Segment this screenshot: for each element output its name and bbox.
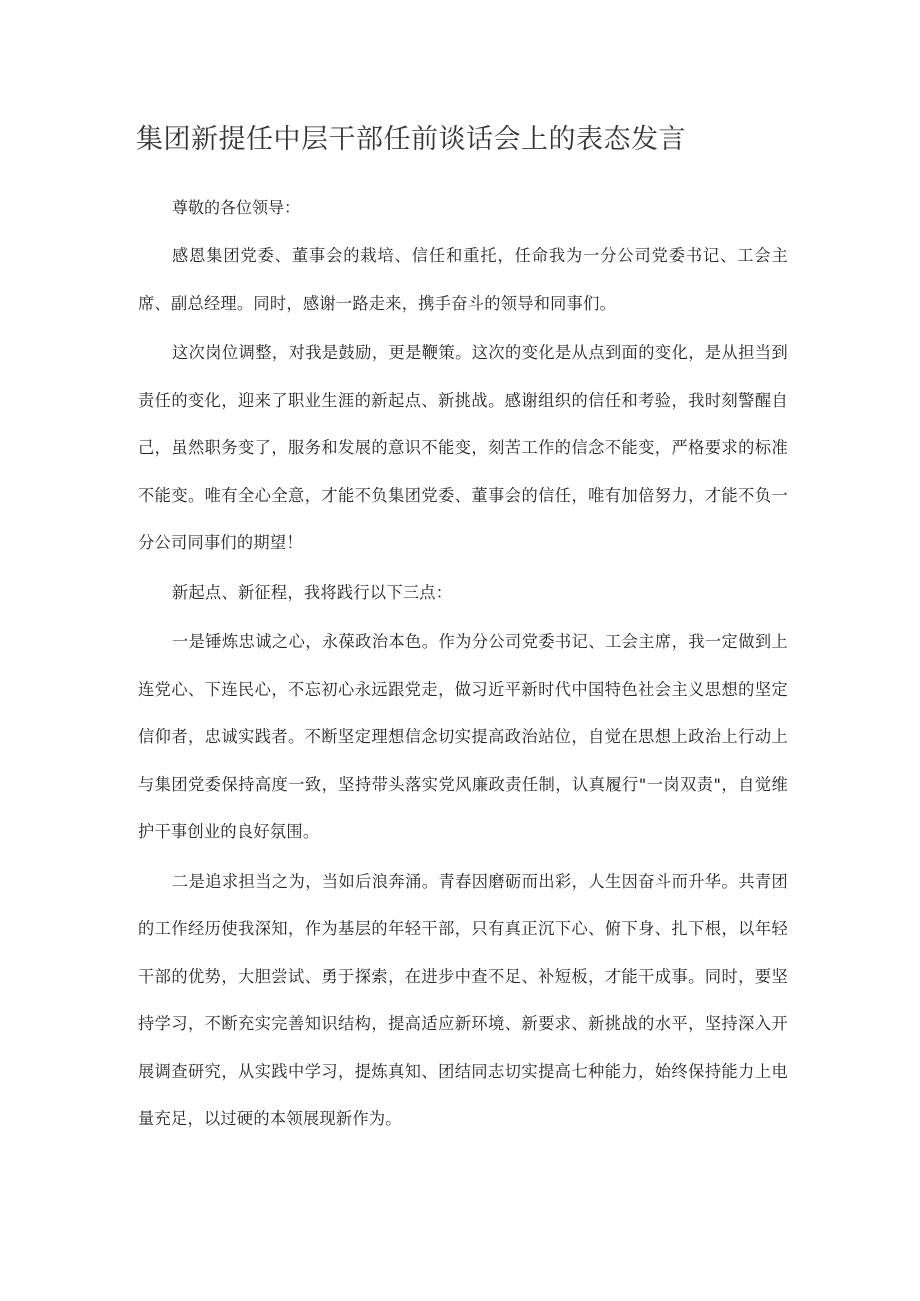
paragraph-position-change: 这次岗位调整，对我是鼓励，更是鞭策。这次的变化是从点到面的变化，是从担当到责任的变化，迎来了职业生涯的新起点、新挑战。感谢组织的信任和考验，我时刻警醒自己，虽然职务变了，服务和发展的意识不能变，刻苦工作的信念不能变，严格要求的标准不能变。唯有全心全意，才能不负集团党委、董事会的信任，唯有加倍努力，才能不负一分公司同事们的期望！ — [138, 343, 788, 552]
paragraph-point-one: 一是锤炼忠诚之心，永葆政治本色。作为分公司党委书记、工会主席，我一定做到上连党心、下连民心，不忘初心永远跟党走，做习近平新时代中国特色社会主义思想的坚定信仰者，忠诚实践者。不断坚定理想信念切实提高政治站位，自觉在思想上政治上行动上与集团党委保持高度一致，坚持带头落实党风廉政责任制，认真履行"一岗双责"，自觉维护干事创业的良好氛围。 — [138, 632, 788, 841]
paragraph-point-two: 二是追求担当之为，当如后浪奔涌。青春因磨砺而出彩，人生因奋斗而升华。共青团的工作经历使我深知，作为基层的年轻干部，只有真正沉下心、俯下身、扎下根，以年轻干部的优势，大胆尝试、勇于探索，在进步中查不足、补短板，才能干成事。同时，要坚持学习，不断充实完善知识结构，提高适应新环境、新要求、新挑战的水平，坚持深入开展调查研究，从实践中学习，提炼真知、团结同志切实提高七种能力，始终保持能力上电量充足，以过硬的本领展现新作为。 — [138, 871, 788, 1128]
paragraph-three-points-intro: 新起点、新征程，我将践行以下三点： — [172, 582, 453, 602]
salutation: 尊敬的各位领导： — [172, 198, 301, 217]
document-title: 集团新提任中层干部任前谈话会上的表态发言 — [136, 124, 686, 155]
paragraph-gratitude: 感恩集团党委、董事会的栽培、信任和重托，任命我为一分公司党委书记、工会主席、副总经理。同时，感谢一路走来，携手奋斗的领导和同事们。 — [138, 246, 788, 313]
document-page — [138, 118, 788, 1143]
